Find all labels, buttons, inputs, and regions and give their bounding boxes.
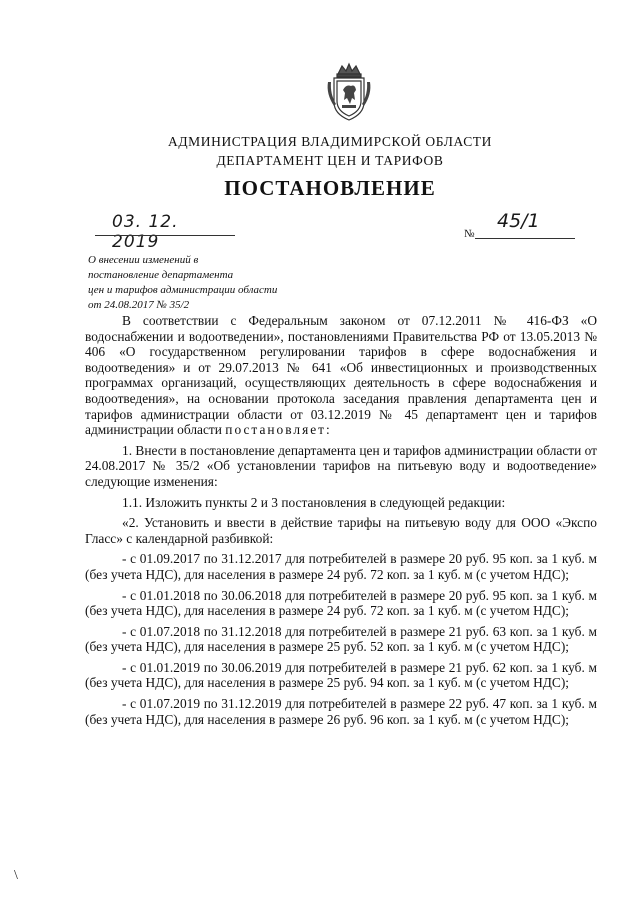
tariff-period: - с 01.09.2017 по 31.12.2017 для потребителей в размере 20 руб. 95 коп. за 1 куб. м (без учета НДС), для населения в размере 24 руб. 72 коп. за 1 куб. м (с учетом НДС); xyxy=(85,551,597,582)
item-2-paragraph: «2. Установить и ввести в действие тарифы на питьевую воду для ООО «Экспо Гласс» с календарной разбивкой: xyxy=(85,515,597,546)
document-date: 03. 12. 2019 xyxy=(112,212,179,252)
tariff-period: - с 01.07.2019 по 31.12.2019 для потребителей в размере 22 руб. 47 коп. за 1 куб. м (без учета НДС), для населения в размере 26 руб. 96 коп. за 1 куб. м (с учетом НДС); xyxy=(85,696,597,727)
document-subject xyxy=(88,253,328,313)
tariff-period: - с 01.01.2019 по 30.06.2019 для потребителей в размере 21 руб. 62 коп. за 1 куб. м (без учета НДС), для населения в размере 25 руб. 94 коп. за 1 куб. м (с учетом НДС); xyxy=(85,659,597,691)
preamble-paragraph xyxy=(85,313,597,438)
tariff-period: - с 01.01.2018 по 30.06.2018 для потребителей в размере 20 руб. 95 коп. за 1 куб. м (без учета НДС), для населения в размере 24 руб. 72 коп. за 1 куб. м (с учетом НДС); xyxy=(85,587,597,619)
subject-line: О внесении изменений в xyxy=(88,254,199,266)
preamble-text: В соответствии с Федеральным законом от 07.12.2011 № 416-ФЗ «О водоснабжении и водоотведении», постановлениями Правительства РФ от 13.05.2013 № 406 «О государственном регулировании тарифов в сфере водоснабжения и водоотведения» и от 29.07.2013 № 641 «Об инвестиционных и производственных программах организаций, осуществляющих деятельность в сфере водоснабжения и водоотведения», на основании протокола заседания правления департамента цен и тарифов администрации области от 03.12.2019 № 45 департамент цен и тарифов администрации области xyxy=(85,313,597,438)
subject-line: цен и тарифов администрации области xyxy=(88,284,278,296)
organization-name: АДМИНИСТРАЦИЯ ВЛАДИМИРСКОЙ ОБЛАСТИ xyxy=(168,134,492,149)
margin-mark: \ xyxy=(14,868,18,883)
resolves-word: постановляет: xyxy=(225,422,332,438)
item-1-paragraph: 1. Внести в постановление департамента цен и тарифов администрации области от 24.08.2017 № 35/2 «Об установлении тарифов на питьевую воду и водоотведение» следующие изменения: xyxy=(85,442,597,489)
subject-line: постановление департамента xyxy=(88,269,234,281)
department-name: ДЕПАРТАМЕНТ ЦЕН И ТАРИФОВ xyxy=(216,153,444,168)
date-underline xyxy=(95,235,235,236)
number-underline xyxy=(475,238,575,239)
tariff-period: - с 01.07.2018 по 31.12.2018 для потребителей в размере 21 руб. 63 коп. за 1 куб. м (без учета НДС), для населения в размере 25 руб. 52 коп. за 1 куб. м (с учетом НДС); xyxy=(85,623,597,655)
document-number: 45/1 xyxy=(497,210,540,232)
subject-line: от 24.08.2017 № 35/2 xyxy=(88,299,190,311)
document-title: ПОСТАНОВЛЕНИЕ xyxy=(224,176,436,200)
number-label: № xyxy=(464,228,475,240)
item-1-1-paragraph: 1.1. Изложить пункты 2 и 3 постановления в следующей редакции: xyxy=(122,494,506,510)
coat-of-arms-icon xyxy=(324,60,374,124)
document-body xyxy=(85,313,597,732)
